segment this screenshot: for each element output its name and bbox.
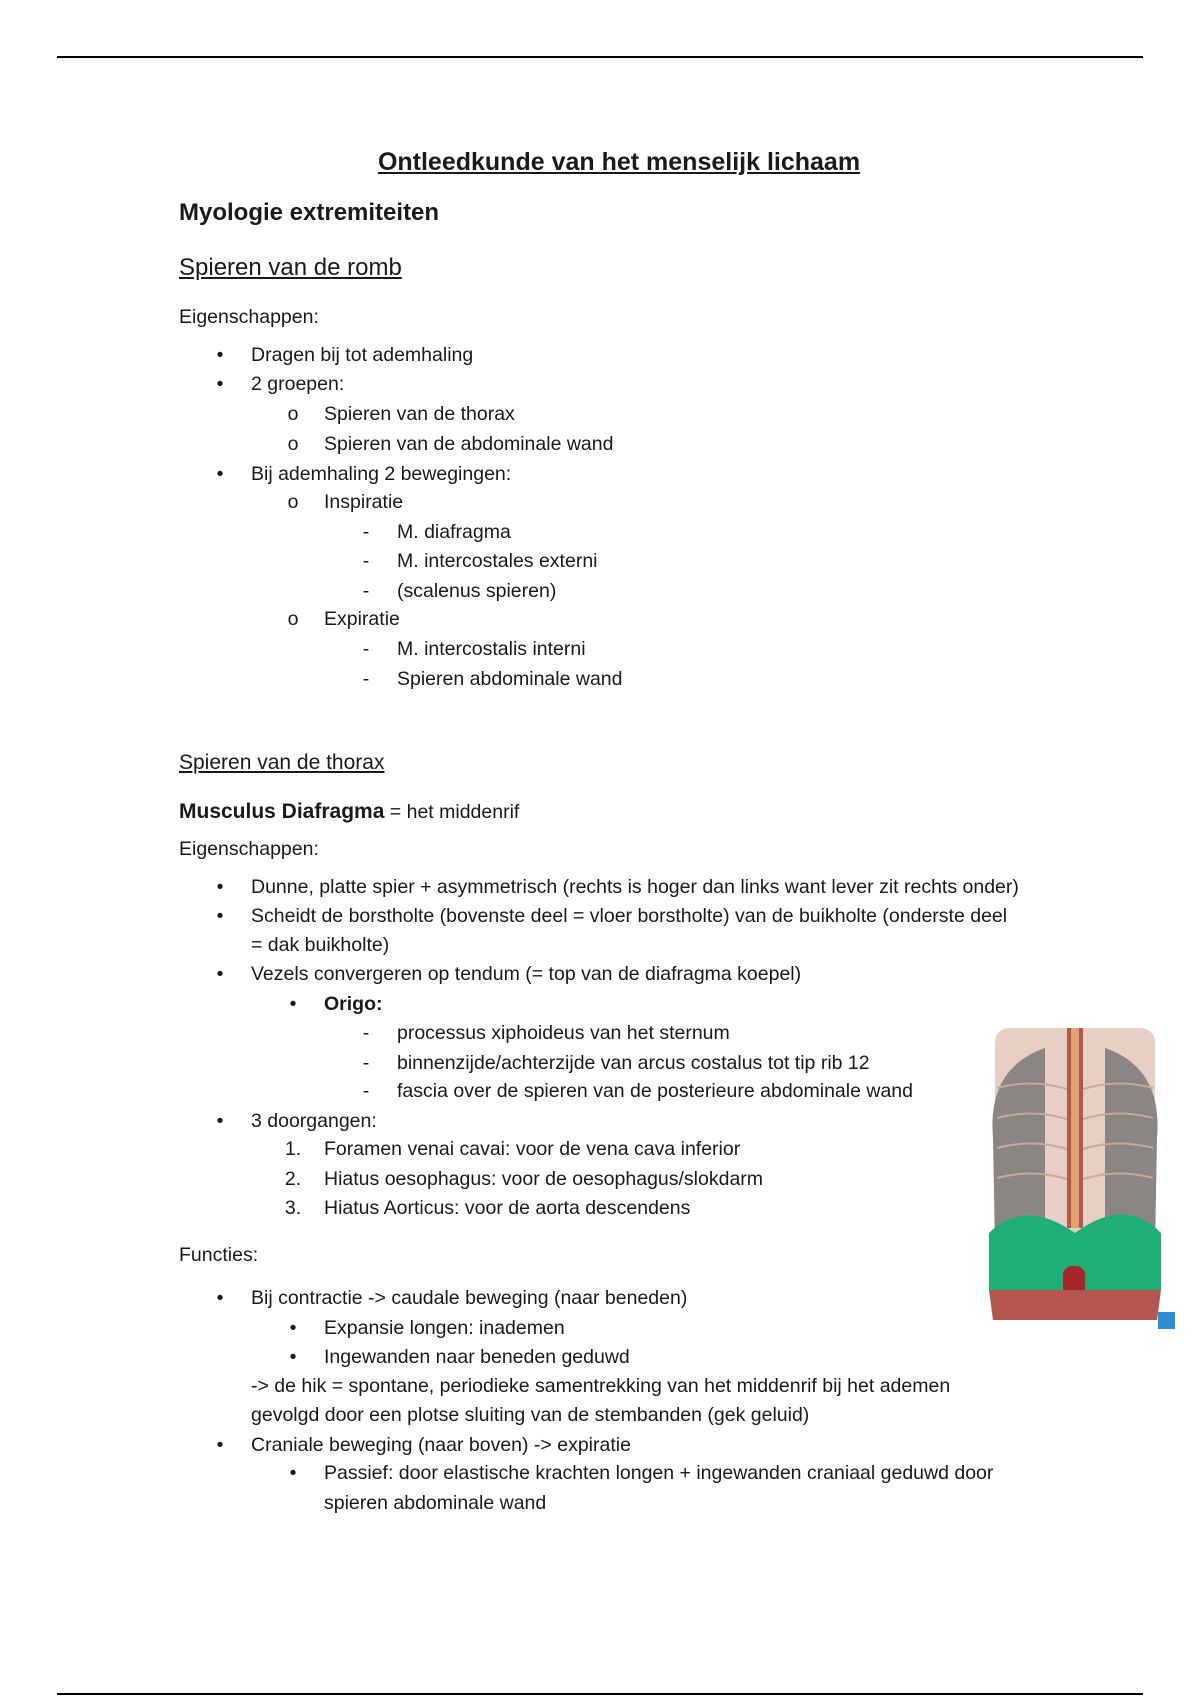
bullet-icon: • bbox=[289, 1317, 297, 1339]
dash-bullet-icon: - bbox=[362, 1080, 370, 1102]
dash-bullet-icon: - bbox=[362, 1022, 370, 1044]
list-item: M. diafragma bbox=[397, 521, 511, 543]
number-marker: 1. bbox=[284, 1138, 302, 1160]
list-item: Inspiratie bbox=[324, 491, 404, 513]
list-item: Expiratie bbox=[324, 608, 400, 630]
number-marker: 3. bbox=[284, 1197, 302, 1219]
number-marker: 2. bbox=[284, 1168, 302, 1190]
list-item: Dunne, platte spier + asymmetrisch (rechts is hoger dan links want lever zit rechts onder) bbox=[251, 876, 1019, 898]
dash-bullet-icon: - bbox=[362, 1052, 370, 1074]
section-heading-romb: Spieren van de romb bbox=[179, 254, 402, 281]
list-item: M. intercostales externi bbox=[397, 550, 598, 572]
muscle-name: Musculus Diafragma bbox=[179, 800, 385, 823]
list-item: Scheidt de borstholte (bovenste deel = vloer borstholte) van de buikholte (onderste deel bbox=[251, 905, 1008, 927]
list-item-continuation: spieren abdominale wand bbox=[324, 1492, 547, 1514]
bullet-icon: • bbox=[289, 993, 297, 1015]
list-item-continuation: = dak buikholte) bbox=[251, 934, 390, 956]
header-rule bbox=[57, 56, 1143, 58]
properties-label: Eigenschappen: bbox=[179, 306, 319, 328]
list-item: 3 doorgangen: bbox=[251, 1110, 377, 1132]
footer-rule bbox=[57, 1693, 1143, 1695]
list-item: Craniale beweging (naar boven) -> expiratie bbox=[251, 1434, 631, 1456]
dash-bullet-icon: - bbox=[362, 638, 370, 660]
note-line: -> de hik = spontane, periodieke samentrekking van het middenrif bij het ademen bbox=[251, 1375, 951, 1397]
bullet-icon: • bbox=[216, 1110, 224, 1132]
document-title: Ontleedkunde van het menselijk lichaam bbox=[377, 148, 861, 176]
diaphragm-anatomy-image bbox=[975, 1028, 1175, 1338]
dash-bullet-icon: - bbox=[362, 550, 370, 572]
circle-bullet-icon: o bbox=[287, 608, 299, 630]
list-item: Bij contractie -> caudale beweging (naar beneden) bbox=[251, 1287, 688, 1309]
list-item: Spieren van de abdominale wand bbox=[324, 433, 614, 455]
list-item: Expansie longen: inademen bbox=[324, 1317, 565, 1339]
properties-label: Eigenschappen: bbox=[179, 838, 319, 860]
list-item: fascia over de spieren van de posterieure abdominale wand bbox=[397, 1080, 913, 1102]
list-item: binnenzijde/achterzijde van arcus costalus tot tip rib 12 bbox=[397, 1052, 870, 1074]
chapter-heading: Myologie extremiteiten bbox=[179, 199, 440, 226]
bullet-icon: • bbox=[216, 1434, 224, 1456]
bullet-icon: • bbox=[216, 344, 224, 366]
bullet-icon: • bbox=[216, 905, 224, 927]
list-item: Hiatus oesophagus: voor de oesophagus/slokdarm bbox=[324, 1168, 764, 1190]
list-item: Spieren van de thorax bbox=[324, 403, 515, 425]
circle-bullet-icon: o bbox=[287, 433, 299, 455]
abdominal-wall bbox=[989, 1290, 1161, 1320]
bullet-icon: • bbox=[289, 1462, 297, 1484]
list-item: Dragen bij tot ademhaling bbox=[251, 344, 474, 366]
bullet-icon: • bbox=[216, 1287, 224, 1309]
list-item: Spieren abdominale wand bbox=[397, 668, 623, 690]
list-item: processus xiphoideus van het sternum bbox=[397, 1022, 730, 1044]
circle-bullet-icon: o bbox=[287, 403, 299, 425]
list-item: Hiatus Aorticus: voor de aorta descendens bbox=[324, 1197, 691, 1219]
figure-badge-icon bbox=[1158, 1312, 1175, 1329]
oesophagus bbox=[1071, 1028, 1079, 1228]
bullet-icon: • bbox=[216, 963, 224, 985]
list-item: M. intercostalis interni bbox=[397, 638, 586, 660]
dash-bullet-icon: - bbox=[362, 580, 370, 602]
origo-label: Origo: bbox=[324, 993, 383, 1015]
bullet-icon: • bbox=[216, 463, 224, 485]
bullet-icon: • bbox=[216, 876, 224, 898]
list-item: Foramen venai cavai: voor de vena cava inferior bbox=[324, 1138, 741, 1160]
muscle-definition bbox=[179, 800, 519, 824]
dash-bullet-icon: - bbox=[362, 668, 370, 690]
list-item: Passief: door elastische krachten longen + ingewanden craniaal geduwd door bbox=[324, 1462, 994, 1484]
section-heading-thorax: Spieren van de thorax bbox=[179, 751, 385, 774]
bullet-icon: • bbox=[216, 373, 224, 395]
functions-label: Functies: bbox=[179, 1244, 259, 1266]
list-item: (scalenus spieren) bbox=[397, 580, 557, 602]
circle-bullet-icon: o bbox=[287, 491, 299, 513]
muscle-description: = het middenrif bbox=[384, 801, 520, 823]
list-item: Vezels convergeren op tendum (= top van de diafragma koepel) bbox=[251, 963, 802, 985]
bullet-icon: • bbox=[289, 1346, 297, 1368]
list-item: Bij ademhaling 2 bewegingen: bbox=[251, 463, 512, 485]
note-line: gevolgd door een plotse sluiting van de stembanden (gek geluid) bbox=[251, 1404, 810, 1426]
list-item: 2 groepen: bbox=[251, 373, 345, 395]
list-item: Ingewanden naar beneden geduwd bbox=[324, 1346, 630, 1368]
dash-bullet-icon: - bbox=[362, 521, 370, 543]
